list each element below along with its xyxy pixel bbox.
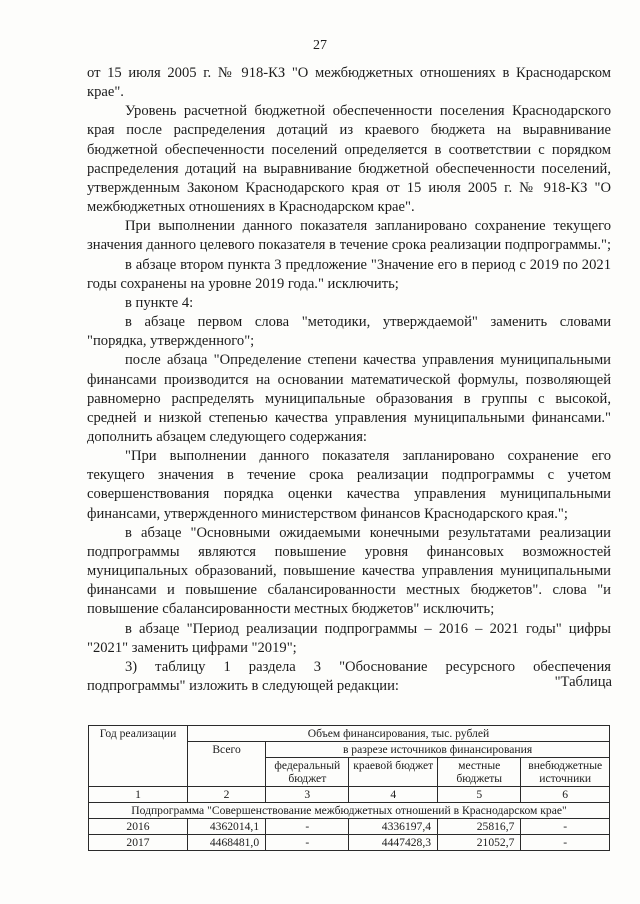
page-number: 27 [313,38,327,53]
paragraph: в абзаце "Период реализации подпрограммы – 2016 – 2021 годы" цифры "2021" заменить цифрами "2019"; [87,620,611,656]
column-number-row [89,787,610,803]
cell-extra: - [521,819,610,835]
cell-total: 4362014,1 [187,819,265,835]
column-number: 2 [187,787,265,803]
paragraph: При выполнении данного показателя запланировано сохранение текущего значения данного целевого показателя в течение срока реализации подпрограммы."; [87,218,612,254]
header-regional: краевой бюджет [349,758,438,787]
cell-regional: 4336197,4 [349,819,438,835]
subprogram-title: Подпрограмма "Совершенствование межбюджетных отношений в Краснодарском крае" [89,803,610,819]
table-row [89,835,610,851]
header-volume: Объем финансирования, тыс. рублей [187,726,609,742]
paragraph: "При выполнении данного показателя запланировано сохранение его текущего значения в течение срока реализации подпрограммы с учетом совершенствования порядка оценки качества управления муниципальными финансами, утвержденного министерством финансов Краснодарского края."; [87,448,611,522]
paragraph: 3) таблицу 1 раздела 3 "Обоснование ресурсного обеспечения подпрограммы" изложить в следующей редакции: [87,658,611,694]
table-caption: "Таблица [554,674,612,690]
cell-local: 25816,7 [438,819,521,835]
paragraph: после абзаца "Определение степени качества управления муниципальными финансами производится на основании математической формулы, позволяющей равномерно распределять муниципальные образования в группы с высокой, средней и низкой степенью качества управления муниципальными финансами." дополнить абзацем следующего содержания: [87,352,611,445]
cell-federal: - [266,819,349,835]
cell-extra: - [521,835,610,851]
cell-local: 21052,7 [438,835,521,851]
subprogram-row [89,803,610,819]
cell-federal: - [266,835,349,851]
cell-total: 4468481,0 [187,835,265,851]
cell-year: 2017 [89,835,188,851]
paragraph: в пункте 4: [125,294,194,311]
header-local: местные бюджеты [438,758,521,787]
column-number: 3 [266,787,349,803]
column-number: 5 [438,787,521,803]
header-extra: внебюджетные источники [521,758,610,787]
column-number: 6 [521,787,610,803]
paragraph: от 15 июля 2005 г. № 918-КЗ "О межбюджетных отношениях в Краснодарском крае". [87,65,611,101]
financing-table [88,725,610,851]
header-sources: в разрезе источников финансирования [266,742,610,758]
paragraph: в абзаце первом слова "методики, утверждаемой" заменить словами "порядка, утвержденного"; [87,314,611,350]
paragraph: Уровень расчетной бюджетной обеспеченности поселения Краснодарского края после распределения дотаций из краевого бюджета на выравнивание бюджетной обеспеченности поселений определяется в соответствии с порядком распределения дотаций на выравнивание бюджетной обеспеченности поселений, утвержденным Законом Краснодарского края от 15 июля 2005 г. № 918-КЗ "О межбюджетных отношениях в Краснодарском крае". [87,103,611,216]
column-number: 4 [349,787,438,803]
paragraph: в абзаце втором пункта 3 предложение "Значение его в период с 2019 по 2021 годы сохранены на уровне 2019 года." исключить; [87,256,611,292]
header-federal: федеральный бюджет [266,758,349,787]
cell-year: 2016 [89,819,188,835]
header-year: Год реализации [89,726,188,787]
column-number: 1 [89,787,188,803]
paragraph: в абзаце "Основными ожидаемыми конечными результатами реализации подпрограммы являются повышение уровня финансовых возможностей муниципальных образований, повышение качества управления муниципальными финансами и повышение сбалансированности местных бюджетов". слова "и повышение сбалансированности местных бюджетов" исключить; [87,524,611,618]
document-body [87,64,611,696]
cell-regional: 4447428,3 [349,835,438,851]
table-row [89,819,610,835]
header-total: Всего [187,742,265,787]
